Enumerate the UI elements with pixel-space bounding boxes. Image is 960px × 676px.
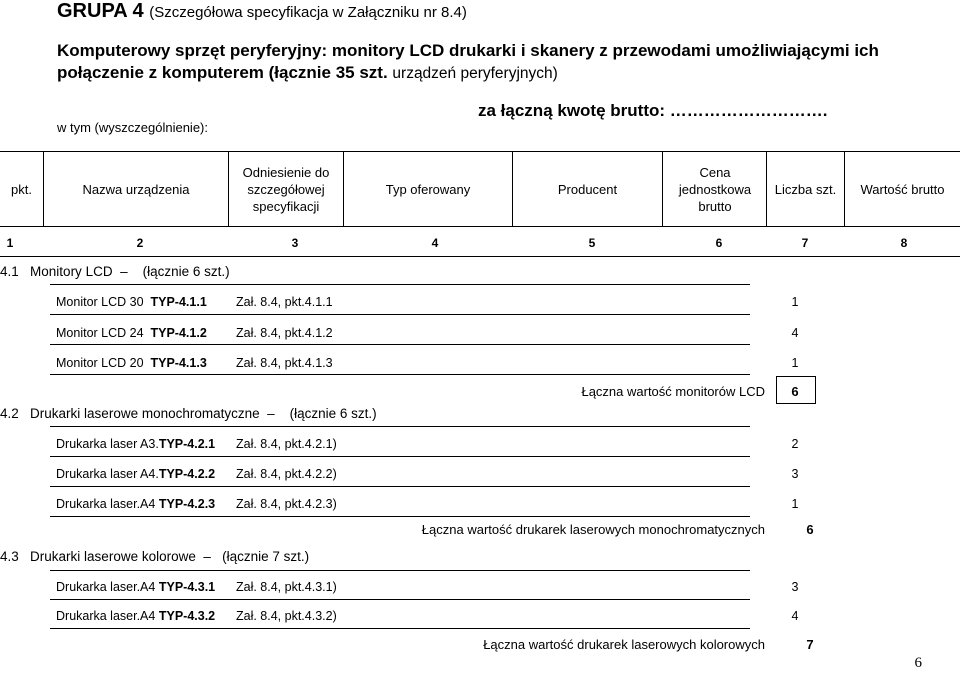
section-title: Drukarki laserowe kolorowe — [30, 549, 196, 564]
total-amount-label: za łączną kwotę brutto: ………………………. — [478, 101, 828, 120]
section-sum-label: Łączna wartość drukarek laserowych monochromatycznych — [421, 522, 765, 537]
row-name — [56, 580, 215, 594]
row-divider — [50, 314, 750, 315]
heading-line-2 — [57, 62, 937, 85]
col-number: 1 — [6, 236, 14, 250]
col-number: 6 — [715, 236, 723, 250]
header-bottom-line — [0, 226, 960, 227]
row-qty: 1 — [791, 497, 799, 511]
page-number: 6 — [914, 655, 922, 671]
col-header-cena: Cena jednostkowa brutto — [678, 165, 752, 214]
col-number: 3 — [291, 236, 299, 250]
col-number: 4 — [431, 236, 439, 250]
heading-line-2a: połączenie z komputerem (łącznie 35 szt. — [57, 63, 388, 82]
device-type: TYP-4.1.1 — [150, 295, 207, 309]
device-name: Monitor LCD 24 — [56, 326, 144, 340]
row-ref: Zał. 8.4, pkt.4.1.2 — [236, 326, 333, 340]
section-number: 4.3 — [0, 549, 19, 564]
row-qty: 4 — [791, 609, 799, 623]
device-name: Monitor LCD 20 — [56, 356, 144, 370]
row-name — [56, 356, 207, 370]
row-qty: 4 — [791, 326, 799, 340]
device-name: Drukarka laser A4. — [56, 467, 159, 481]
row-divider — [50, 570, 750, 571]
numbers-bottom-line — [0, 256, 960, 257]
header-top-line — [0, 151, 960, 152]
row-ref: Zał. 8.4, pkt.4.1.3 — [236, 356, 333, 370]
row-name — [56, 497, 215, 511]
row-divider — [50, 374, 750, 375]
col-header-producent: Producent — [557, 182, 618, 197]
section-title: Drukarki laserowe monochromatyczne — [30, 406, 260, 421]
row-qty: 1 — [791, 356, 799, 370]
col-header-liczba: Liczba szt. — [774, 182, 837, 197]
col-number: 7 — [801, 236, 809, 250]
col-number: 2 — [136, 236, 144, 250]
row-divider — [50, 628, 750, 629]
device-type: TYP-4.2.1 — [158, 437, 216, 451]
col-number: 5 — [588, 236, 596, 250]
device-name: Monitor LCD 30 — [56, 295, 144, 309]
section-sum-value: 6 — [806, 522, 814, 537]
heading-line-2b: urządzeń peryferyjnych) — [392, 65, 558, 82]
section-header: 4.3 Drukarki laserowe kolorowe – (łącznie 7 szt.) — [0, 549, 310, 564]
device-name: Drukarka laser.A4 — [56, 609, 156, 623]
col-header-odniesienie: Odniesienie do szczegółowej specyfikacji — [242, 165, 330, 214]
device-name: Drukarka laser.A4 — [56, 580, 156, 594]
col-divider — [228, 151, 229, 226]
section-sum-value: 7 — [806, 637, 814, 652]
row-ref: Zał. 8.4, pkt.4.3.2) — [236, 609, 337, 623]
col-header-pkt: pkt. — [11, 182, 32, 197]
col-number: 8 — [900, 236, 908, 250]
row-name — [56, 609, 215, 623]
row-name — [56, 467, 215, 481]
device-name: Drukarka laser.A4 — [56, 497, 156, 511]
row-ref: Zał. 8.4, pkt.4.2.3) — [236, 497, 337, 511]
section-header: 4.1 Monitory LCD – (łącznie 6 szt.) — [0, 264, 230, 279]
section-title: Monitory LCD — [30, 264, 113, 279]
group-subtitle: (Szczegółowa specyfikacja w Załączniku nr 8.4) — [149, 4, 467, 21]
section-number: 4.1 — [0, 264, 19, 279]
row-divider — [50, 516, 750, 517]
device-type: TYP-4.1.2 — [150, 326, 207, 340]
w-tym-label: w tym (wyszczególnienie): — [57, 120, 208, 135]
row-divider — [50, 426, 750, 427]
section-count: (łącznie 6 szt.) — [289, 406, 377, 421]
row-divider — [50, 344, 750, 345]
row-ref: Zał. 8.4, pkt.4.1.1 — [236, 295, 333, 309]
section-sum-label: Łączna wartość drukarek laserowych kolorowych — [483, 637, 765, 652]
device-type: TYP-4.2.3 — [158, 497, 216, 511]
section-sum-label: Łączna wartość monitorów LCD — [581, 384, 765, 399]
device-type: TYP-4.3.2 — [158, 609, 216, 623]
row-qty: 3 — [791, 580, 799, 594]
row-divider — [50, 486, 750, 487]
section-header: 4.2 Drukarki laserowe monochromatyczne – (łącznie 6 szt.) — [0, 406, 377, 421]
row-name — [56, 326, 207, 340]
row-divider — [50, 284, 750, 285]
device-type: TYP-4.2.2 — [158, 467, 216, 481]
row-name — [56, 295, 207, 309]
section-count: (łącznie 7 szt.) — [222, 549, 310, 564]
heading-line-1: Komputerowy sprzęt peryferyjny: monitory LCD drukarki i skanery z przewodami umożliwiającymi ich — [57, 41, 879, 60]
section-count: (łącznie 6 szt.) — [142, 264, 230, 279]
row-qty: 3 — [791, 467, 799, 481]
row-ref: Zał. 8.4, pkt.4.3.1) — [236, 580, 337, 594]
col-header-wartosc: Wartość brutto — [860, 182, 945, 197]
row-qty: 1 — [791, 295, 799, 309]
group-title: GRUPA 4 — [57, 0, 144, 22]
row-ref: Zał. 8.4, pkt.4.2.1) — [236, 437, 337, 451]
row-name — [56, 437, 215, 451]
section-heading — [57, 40, 937, 85]
page-title — [57, 0, 467, 23]
section-sum-value: 6 — [791, 384, 799, 399]
row-qty: 2 — [791, 437, 799, 451]
row-divider — [50, 599, 750, 600]
row-ref: Zał. 8.4, pkt.4.2.2) — [236, 467, 337, 481]
row-divider — [50, 456, 750, 457]
device-type: TYP-4.3.1 — [158, 580, 216, 594]
device-name: Drukarka laser A3. — [56, 437, 159, 451]
section-number: 4.2 — [0, 406, 19, 421]
col-header-typ: Typ oferowany — [385, 182, 471, 197]
col-header-nazwa: Nazwa urządzenia — [82, 182, 190, 197]
col-divider — [662, 151, 663, 226]
device-type: TYP-4.1.3 — [150, 356, 207, 370]
